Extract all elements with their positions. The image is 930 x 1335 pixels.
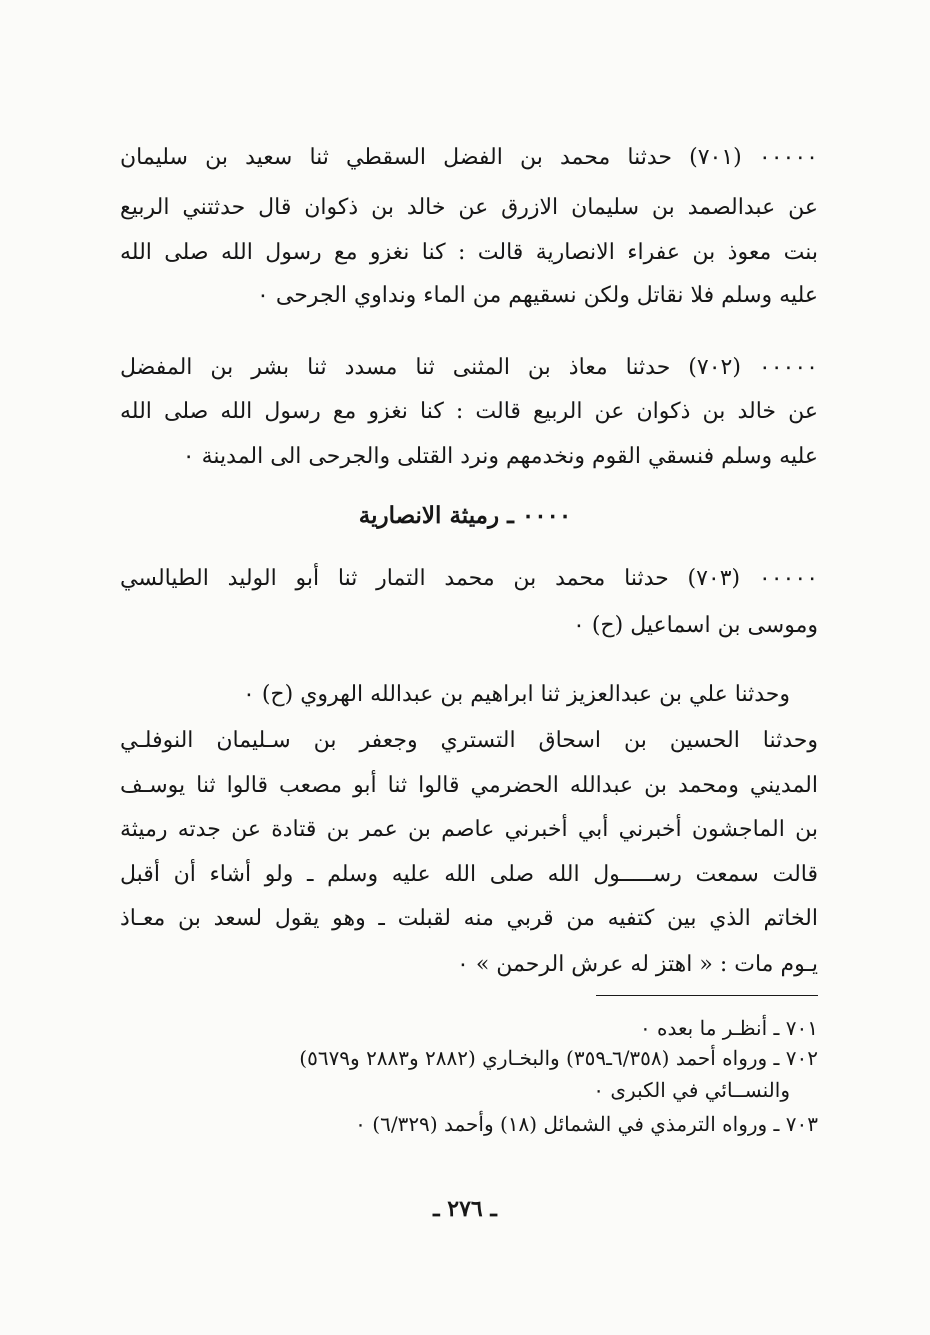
footnote: ٧٠٢ ـ ورواه أحمد (٦/٣٥٨ـ٣٥٩) والبخـاري (٢٨٨٢ و٢٨٨٣ و٥٦٧٩) (299, 1046, 818, 1070)
text-line: وموسى بن اسماعيل (ح) ٠ (573, 613, 818, 638)
text-line: ٠٠٠٠٠ (٧٠٣) حدثنا محمد بن محمد التمار ثنا أبو الوليد الطيالسي (120, 566, 819, 591)
footnote-divider (596, 995, 818, 996)
footnote: ٧٠١ ـ أنظـر ما بعده ٠ (639, 1016, 818, 1040)
text-line: ٠٠٠٠٠ (٧٠١) حدثنا محمد بن الفضل السقطي ثنا سعيد بن سليمان (120, 145, 818, 170)
footnote: ٧٠٣ ـ ورواه الترمذي في الشمائل (١٨) وأحمد (٦/٣٢٩) ٠ (355, 1112, 818, 1136)
text-line: وحدثنا علي بن عبدالعزيز ثنا ابراهيم بن عبدالله الهروي (ح) ٠ (243, 682, 790, 707)
text-line: عن خالد بن ذكوان عن الربيع قالت : كنا نغزو مع رسول الله صلى الله (120, 399, 818, 424)
text-line: بن الماجشون أخبرني أبي أخبرني عاصم بن عمر بن قتادة عن جدته رميثة (120, 817, 818, 842)
page-number: ـ ٢٧٦ ـ (433, 1196, 497, 1222)
text-line: قالت سمعت رســـــول الله صلى الله عليه وسلم ـ ولو أشاء أن أقبل (120, 862, 818, 887)
text-line: الخاتم الذي بين كتفيه من قربي منه لقبلت ـ وهو يقول لسعد بن معـاذ (120, 906, 818, 931)
text-line: وحدثنا الحسين بن اسحاق التستري وجعفر بن سـليمان النوفلـي (120, 728, 818, 753)
text-line: بنت معوذ بن عفراء الانصارية قالت : كنا نغزو مع رسول الله صلى الله (120, 240, 818, 265)
text-line: عن عبدالصمد بن سليمان الازرق عن خالد بن ذكوان قال حدثتني الربيع (120, 195, 818, 220)
text-line: يـوم مات : « اهتز له عرش الرحمن » ٠ (457, 952, 818, 977)
text-line: عليه وسلم فنسقي القوم ونخدمهم ونرد القتلى والجرحى الى المدينة ٠ (182, 444, 818, 469)
text-line: عليه وسلم فلا نقاتل ولكن نسقيهم من الماء ونداوي الجرحى ٠ (257, 283, 818, 308)
footnote: والنســائي في الكبرى ٠ (593, 1078, 790, 1102)
text-line: ٠٠٠٠٠ (٧٠٢) حدثنا معاذ بن المثنى ثنا مسدد ثنا بشر بن المفضل (120, 355, 818, 380)
section-heading: ٠٠٠٠ ـ رميثة الانصارية (358, 502, 572, 529)
text-line: المديني ومحمد بن عبدالله الحضرمي قالوا ثنا أبو مصعب قالوا ثنا يوسـف (120, 773, 818, 798)
